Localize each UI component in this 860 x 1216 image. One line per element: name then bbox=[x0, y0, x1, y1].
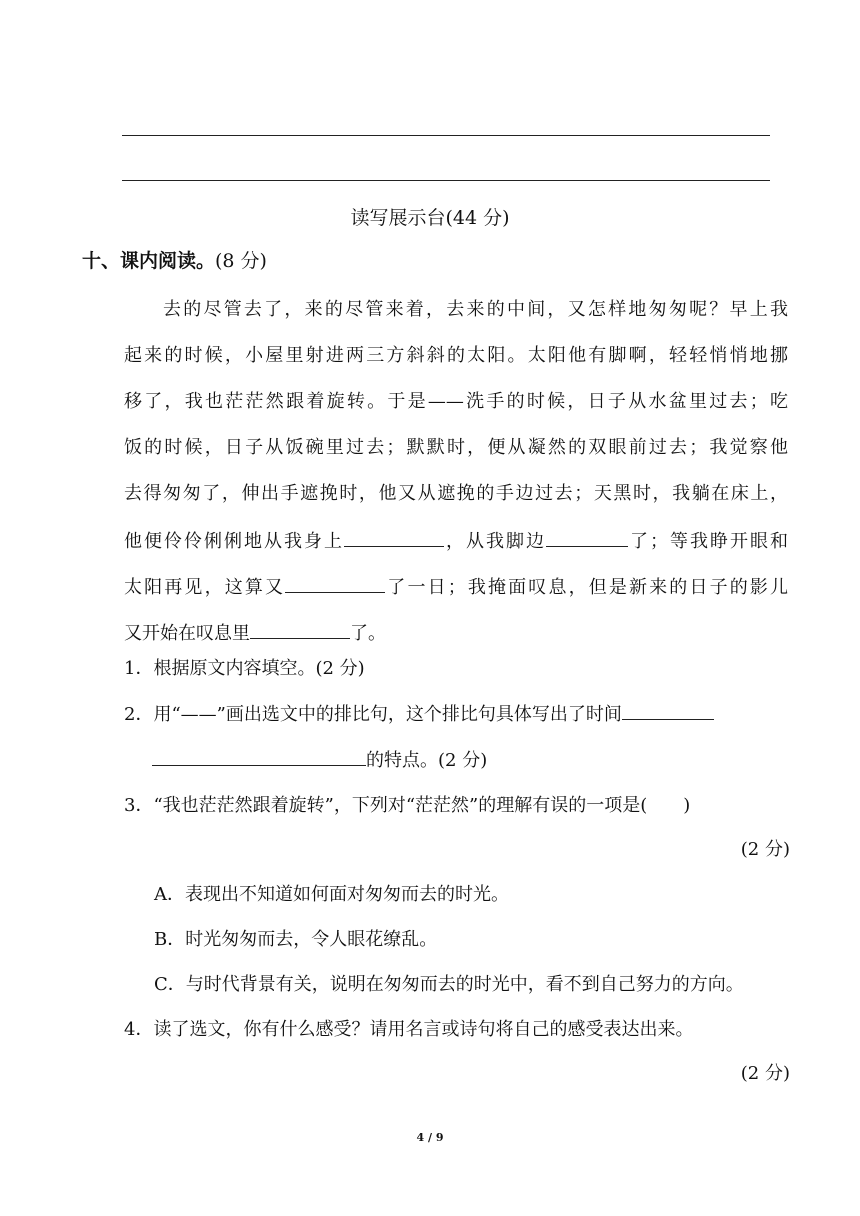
passage-line bbox=[124, 572, 788, 618]
page-number: 4 / 9 bbox=[416, 1131, 444, 1144]
question-number-label: 十、课内阅读。 bbox=[82, 250, 216, 272]
sub-question-2-text: 的特点。(2 分) bbox=[366, 750, 488, 771]
passage-text: 太阳再见，这算又 bbox=[124, 577, 286, 598]
passage-line bbox=[124, 480, 788, 526]
passage-text: 了一日；我掩面叹息，但是新来的日子的影儿 bbox=[385, 577, 789, 598]
sub-question-4-score: (2 分) bbox=[740, 1063, 790, 1084]
option-a: A．表现出不知道如何面对匆匆而去的时光。 bbox=[154, 884, 509, 905]
option-c: C．与时代背景有关，说明在匆匆而去的时光中，看不到自己努力的方向。 bbox=[154, 974, 744, 995]
passage-text: ，从我脚边 bbox=[444, 531, 546, 552]
sub-question-1: 1．根据原文内容填空。(2 分) bbox=[124, 658, 365, 679]
answer-line bbox=[122, 180, 770, 181]
sub-question-2-text: 2．用“——”画出选文中的排比句，这个排比句具体写出了时间 bbox=[124, 704, 622, 725]
answer-line bbox=[122, 135, 770, 136]
fill-blank[interactable] bbox=[250, 618, 350, 639]
fill-blank[interactable] bbox=[546, 526, 628, 547]
passage-text: 起来的时候，小屋里射进两三方斜斜的太阳。太阳他有脚啊，轻轻悄悄地挪 bbox=[124, 345, 788, 366]
passage-text: 去得匆匆了，伸出手遮挽时，他又从遮挽的手边过去；天黑时，我躺在床上， bbox=[124, 483, 788, 504]
sub-question-2-continued bbox=[152, 745, 487, 775]
section-title: 读写展示台(44 分) bbox=[350, 207, 510, 229]
reading-passage bbox=[124, 296, 788, 664]
question-score: (8 分) bbox=[215, 250, 267, 272]
passage-line bbox=[124, 296, 788, 342]
question-heading bbox=[82, 247, 267, 275]
fill-blank[interactable] bbox=[622, 699, 714, 720]
fill-blank[interactable] bbox=[344, 526, 444, 547]
sub-question-2 bbox=[124, 699, 714, 729]
passage-text: 了。 bbox=[350, 623, 386, 644]
passage-text: 了；等我睁开眼和 bbox=[628, 531, 788, 552]
fill-blank[interactable] bbox=[152, 745, 366, 766]
sub-question-3 bbox=[124, 792, 690, 820]
fill-blank[interactable] bbox=[285, 572, 385, 593]
passage-line bbox=[124, 342, 788, 388]
sub-question-4: 4．读了选文，你有什么感受？请用名言或诗句将自己的感受表达出来。 bbox=[124, 1019, 694, 1040]
passage-line bbox=[124, 388, 788, 434]
sub-question-3-score: (2 分) bbox=[740, 839, 790, 860]
passage-text: 饭的时候，日子从饭碗里过去；默默时，便从凝然的双眼前过去；我觉察他 bbox=[124, 437, 788, 458]
option-b: B．时光匆匆而去，令人眼花缭乱。 bbox=[154, 929, 438, 950]
passage-line bbox=[124, 526, 788, 572]
close-paren: ) bbox=[683, 795, 691, 816]
passage-text: 移了，我也茫茫然跟着旋转。于是——洗手的时候，日子从水盆里过去；吃 bbox=[124, 391, 788, 412]
passage-text: 他便伶伶俐俐地从我身上 bbox=[124, 531, 344, 552]
sub-question-3-text: 3．“我也茫茫然跟着旋转”，下列对“茫茫然”的理解有误的一项是( bbox=[124, 795, 648, 816]
passage-line bbox=[124, 434, 788, 480]
passage-text: 去的尽管去了，来的尽管来着，去来的中间，又怎样地匆匆呢？早上我 bbox=[163, 299, 788, 320]
passage-text: 又开始在叹息里 bbox=[124, 623, 250, 644]
